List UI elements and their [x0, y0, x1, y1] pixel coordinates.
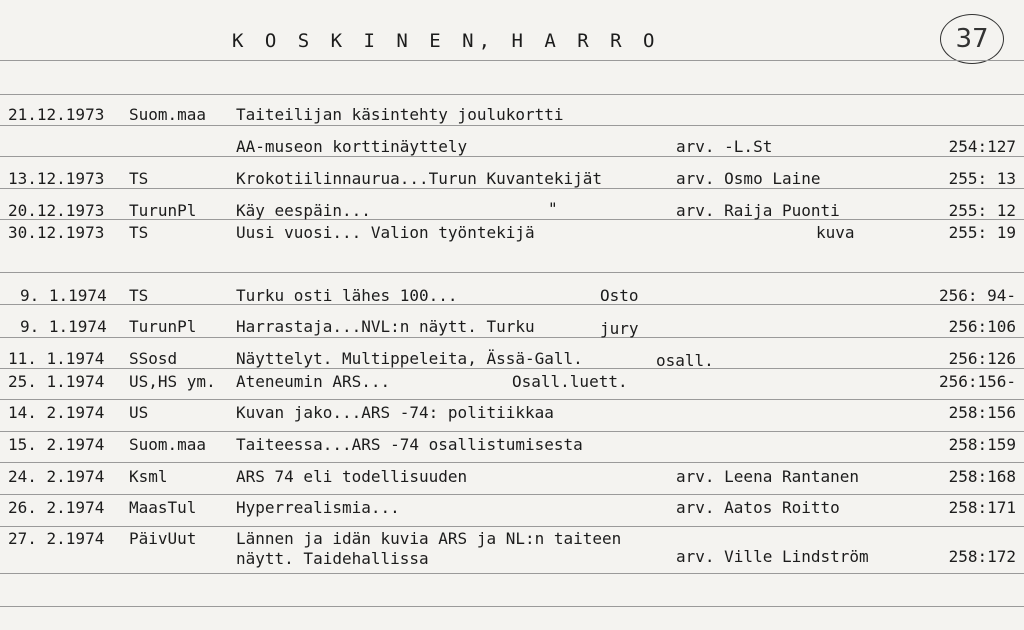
- rule-line: [0, 462, 1024, 463]
- entry-page: 255: 12: [948, 201, 1016, 220]
- entry-source: US,HS ym.: [129, 372, 216, 391]
- entry-title: Käy eespäin...: [236, 201, 371, 220]
- entry-note: Osto: [600, 286, 639, 305]
- entry-date: 9. 1.1974: [20, 286, 107, 305]
- entry-source: TS: [129, 169, 149, 188]
- entry-title: Näyttelyt. Multippeleita, Ässä-Gall.: [236, 349, 583, 368]
- entry-reviewer: arv. Leena Rantanen: [676, 467, 860, 486]
- entry-title: Harrastaja...NVL:n näytt. Turku: [236, 317, 535, 336]
- entry-reviewer: arv. Ville Lindström: [676, 547, 869, 566]
- entry-page: 258:159: [948, 435, 1016, 454]
- entry-note: Osall.luett.: [512, 372, 628, 391]
- entry-source: Suom.maa: [129, 105, 207, 124]
- entry-reviewer: arv. Aatos Roitto: [676, 498, 840, 517]
- entry-title: ARS 74 eli todellisuuden: [236, 467, 468, 486]
- rule-line: [0, 606, 1024, 607]
- entry-page: 256:156-: [938, 372, 1016, 391]
- entry-date: 27. 2.1974: [8, 529, 105, 548]
- entry-title: AA-museon korttinäyttely: [236, 137, 468, 156]
- rule-line: [0, 431, 1024, 432]
- entry-title: Turku osti lähes 100...: [236, 286, 458, 305]
- entry-page: 256: 94-: [938, 286, 1016, 305]
- entry-source: TurunPl: [129, 317, 197, 336]
- entry-source: US: [129, 403, 149, 422]
- entry-title: Kuvan jako...ARS -74: politiikkaa: [236, 403, 554, 422]
- entry-date: 25. 1.1974: [8, 372, 105, 391]
- entry-date: 20.12.1973: [8, 201, 105, 220]
- rule-line: [0, 399, 1024, 400]
- ditto-mark: ": [548, 199, 558, 218]
- entry-page: 256:126: [948, 349, 1016, 368]
- entry-title: Uusi vuosi... Valion työntekijä: [236, 223, 535, 242]
- entry-title: näytt. Taidehallissa: [236, 549, 429, 568]
- rule-line: [0, 156, 1024, 157]
- entry-source: Suom.maa: [129, 435, 207, 454]
- entry-date: 9. 1.1974: [20, 317, 107, 336]
- entry-source: TS: [129, 286, 149, 305]
- entry-reviewer: arv. Osmo Laine: [676, 169, 821, 188]
- entry-page: 258:168: [948, 467, 1016, 486]
- entry-title: Ateneumin ARS...: [236, 372, 391, 391]
- entry-date: 24. 2.1974: [8, 467, 105, 486]
- entry-page: 254:127: [948, 137, 1016, 156]
- entry-title: Hyperrealismia...: [236, 498, 400, 517]
- entry-title: Taiteilijan käsintehty joulukortti: [236, 105, 564, 124]
- rule-line: [0, 125, 1024, 126]
- rule-line: [0, 304, 1024, 305]
- entry-date: 15. 2.1974: [8, 435, 105, 454]
- entry-page: 255: 19: [948, 223, 1016, 242]
- entry-source: MaasTul: [129, 498, 197, 517]
- entry-page: 255: 13: [948, 169, 1016, 188]
- entry-page: 258:172: [948, 547, 1016, 566]
- entry-source: SSosd: [129, 349, 178, 368]
- entry-source: TurunPl: [129, 201, 197, 220]
- entry-date: 21.12.1973: [8, 105, 105, 124]
- card-title: K O S K I N E N, H A R R O: [232, 30, 660, 52]
- entry-reviewer: arv. Raija Puonti: [676, 201, 840, 220]
- rule-line: [0, 494, 1024, 495]
- entry-title: Taiteessa...ARS -74 osallistumisesta: [236, 435, 583, 454]
- entry-date: 11. 1.1974: [8, 349, 105, 368]
- entry-source: Ksml: [129, 467, 168, 486]
- rule-line: [0, 94, 1024, 95]
- card-number-circle: 37: [940, 14, 1004, 64]
- entry-title: Lännen ja idän kuvia ARS ja NL:n taiteen: [236, 529, 622, 548]
- entry-source: PäivUut: [129, 529, 197, 548]
- rule-line: [0, 526, 1024, 527]
- rule-line: [0, 60, 1024, 61]
- entry-note: osall.: [656, 351, 714, 370]
- entry-note: kuva: [816, 223, 855, 242]
- rule-line: [0, 337, 1024, 338]
- entry-page: 256:106: [948, 317, 1016, 336]
- rule-line: [0, 573, 1024, 574]
- entry-source: TS: [129, 223, 149, 242]
- entry-reviewer: arv. -L.St: [676, 137, 773, 156]
- entry-date: 14. 2.1974: [8, 403, 105, 422]
- entry-date: 30.12.1973: [8, 223, 105, 242]
- rule-line: [0, 272, 1024, 273]
- entry-date: 26. 2.1974: [8, 498, 105, 517]
- entry-note: jury: [600, 319, 639, 338]
- entry-date: 13.12.1973: [8, 169, 105, 188]
- entry-page: 258:156: [948, 403, 1016, 422]
- entry-page: 258:171: [948, 498, 1016, 517]
- entry-title: Krokotiilinnaurua...Turun Kuvantekijät: [236, 169, 603, 188]
